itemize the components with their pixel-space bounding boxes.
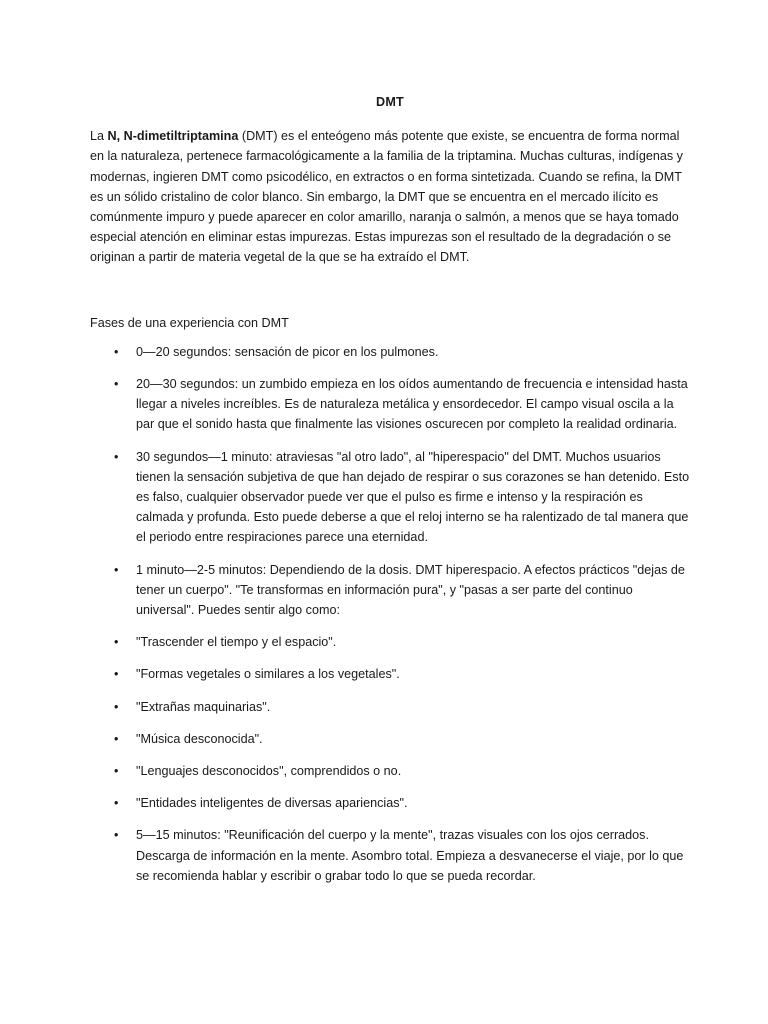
list-item [90,729,690,749]
list-item [90,697,690,717]
list-item [90,447,690,548]
bullet-icon: • [114,562,119,577]
bullet-icon: • [114,377,119,392]
list-item-text: "Extrañas maquinarias". [136,699,271,714]
list-item-text: "Entidades inteligentes de diversas apariencias". [136,796,408,811]
list-item-text: 5—15 minutos: "Reunificación del cuerpo y la mente", trazas visuales con los ojos cerrados. Descarga de información en la mente. Asombro total. Empieza a desvanecerse el viaje, por lo que se recomienda hablar y escribir o grabar todo lo que se pueda recordar. [136,828,684,883]
list-item [90,374,690,435]
list-item-text: 1 minuto—2-5 minutos: Dependiendo de la dosis. DMT hiperespacio. A efectos prácticos "dejas de tener un cuerpo". "Te transformas en información pura", y "pasas a ser parte del continuo universal". Puedes sentir algo como: [136,562,685,618]
document-title: DMT [376,95,404,109]
bullet-icon: • [114,449,119,464]
list-item [90,342,690,362]
bullet-icon: • [114,635,119,650]
list-item-text: "Música desconocida". [136,731,263,746]
document-page [90,92,690,898]
phases-heading: Fases de una experiencia con DMT [90,315,289,330]
intro-paragraph [90,126,690,267]
list-item [90,664,690,684]
bullet-icon: • [114,667,119,682]
list-item [90,793,690,813]
bullet-icon: • [114,764,119,779]
phases-list [90,342,690,886]
intro-prefix: La [90,129,108,144]
bullet-icon: • [114,699,119,714]
list-item [90,825,690,886]
bullet-icon: • [114,828,119,843]
bullet-icon: • [114,796,119,811]
list-item [90,632,690,652]
list-item-text: "Lenguajes desconocidos", comprendidos o no. [136,764,402,779]
list-item [90,761,690,781]
list-item [90,560,690,621]
list-item-text: 0—20 segundos: sensación de picor en los pulmones. [136,344,439,359]
list-item-text: 30 segundos—1 minuto: atraviesas "al otro lado", al "hiperespacio" del DMT. Muchos usuarios tienen la sensación subjetiva de que han dejado de respirar o sus corazones se han detenido. Esto es falso, cualquier observador puede ver que el pulso es firme e intenso y la respiración es calmada y profunda. Esto puede deberse a que el reloj interno se ha ralentizado de tal manera que el periodo entre respiraciones parece una eternidad. [136,449,690,545]
list-item-text: "Trascender el tiempo y el espacio". [136,635,337,650]
list-item-text: "Formas vegetales o similares a los vegetales". [136,667,400,682]
intro-text: (DMT) es el enteógeno más potente que existe, se encuentra de forma normal en la naturaleza, pertenece farmacológicamente a la familia de la triptamina. Muchas culturas, indígenas y modernas, ingieren DMT como psicodélico, en extractos o en forma sintetizada. Cuando se refina, la DMT es un sólido cristalino de color blanco. Sin embargo, la DMT que se encuentra en el mercado ilícito es comúnmente impuro y puede aparecer en color amarillo, naranja o salmón, a menos que se haya tomado especial atención en eliminar estas impurezas. Estas impurezas son el resultado de la degradación o se originan a partir de materia vegetal de la que se ha extraído el DMT. [90,129,683,265]
bullet-icon: • [114,344,119,359]
intro-bold-name: N, N-dimetiltriptamina [107,129,239,144]
bullet-icon: • [114,731,119,746]
list-item-text: 20—30 segundos: un zumbido empieza en los oídos aumentando de frecuencia e intensidad hasta llegar a niveles increíbles. Es de naturaleza metálica y ensordecedor. El campo visual oscila a la par que el sonido hasta que finalmente las visiones oscurecen por completo la realidad ordinaria. [136,377,688,432]
